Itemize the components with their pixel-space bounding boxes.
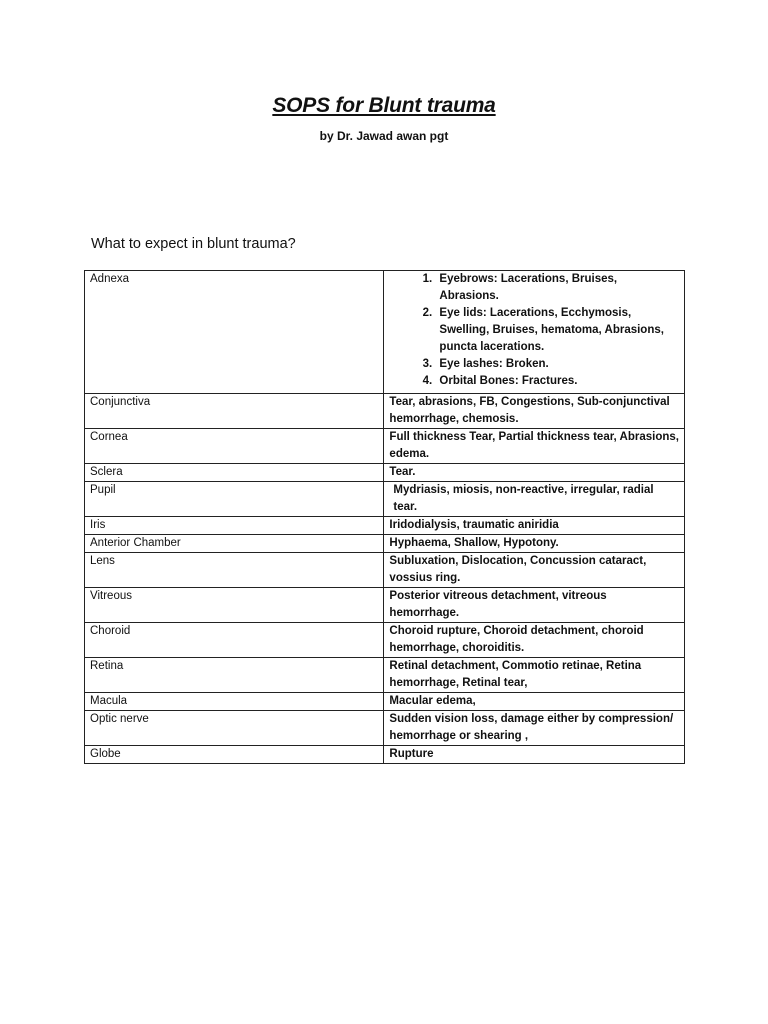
structure-cell: Pupil — [85, 482, 384, 517]
findings-cell: Rupture — [384, 746, 685, 764]
structure-cell: Adnexa — [85, 271, 384, 394]
findings-cell: Macular edema, — [384, 693, 685, 711]
findings-cell: Sudden vision loss, damage either by compression/ hemorrhage or shearing , — [384, 711, 685, 746]
table-row — [85, 429, 685, 464]
list-item: 2. Eye lids: Lacerations, Ecchymosis, Swelling, Bruises, hematoma, Abrasions, puncta lacerations. — [435, 305, 679, 356]
structure-cell: Retina — [85, 658, 384, 693]
table-row — [85, 517, 685, 535]
table-row — [85, 482, 685, 517]
table-row — [85, 623, 685, 658]
structure-cell: Anterior Chamber — [85, 535, 384, 553]
table-row — [85, 271, 685, 394]
findings-cell: Iridodialysis, traumatic aniridia — [384, 517, 685, 535]
findings-cell: Choroid rupture, Choroid detachment, choroid hemorrhage, choroiditis. — [384, 623, 685, 658]
structure-cell: Lens — [85, 553, 384, 588]
document-author: by Dr. Jawad awan pgt — [319, 129, 449, 143]
structure-cell: Macula — [85, 693, 384, 711]
findings-cell: Hyphaema, Shallow, Hypotony. — [384, 535, 685, 553]
blunt-trauma-table — [84, 270, 685, 764]
structure-cell: Conjunctiva — [85, 394, 384, 429]
table-row — [85, 553, 685, 588]
structure-cell: Iris — [85, 517, 384, 535]
list-item: 1. Eyebrows: Lacerations, Bruises, Abrasions. — [435, 271, 679, 305]
findings-cell — [384, 271, 685, 394]
table-row — [85, 711, 685, 746]
table-row — [85, 658, 685, 693]
list-item: 4. Orbital Bones: Fractures. — [435, 373, 679, 390]
list-item: 3. Eye lashes: Broken. — [435, 356, 679, 373]
structure-cell: Cornea — [85, 429, 384, 464]
findings-cell — [384, 482, 685, 517]
adnexa-findings-list — [389, 271, 679, 390]
findings-cell: Tear. — [384, 464, 685, 482]
structure-cell: Sclera — [85, 464, 384, 482]
document-title: SOPS for Blunt trauma — [272, 94, 496, 117]
structure-cell: Globe — [85, 746, 384, 764]
findings-cell: Full thickness Tear, Partial thickness tear, Abrasions, edema. — [384, 429, 685, 464]
table-row — [85, 535, 685, 553]
table-row — [85, 746, 685, 764]
structure-cell: Choroid — [85, 623, 384, 658]
structure-cell: Optic nerve — [85, 711, 384, 746]
section-question: What to expect in blunt trauma? — [91, 236, 296, 252]
findings-cell: Retinal detachment, Commotio retinae, Retina hemorrhage, Retinal tear, — [384, 658, 685, 693]
table-row — [85, 693, 685, 711]
table-row — [85, 394, 685, 429]
findings-cell: Subluxation, Dislocation, Concussion cataract, vossius ring. — [384, 553, 685, 588]
findings-cell: Posterior vitreous detachment, vitreous hemorrhage. — [384, 588, 685, 623]
findings-cell: Tear, abrasions, FB, Congestions, Sub-conjunctival hemorrhage, chemosis. — [384, 394, 685, 429]
structure-cell: Vitreous — [85, 588, 384, 623]
findings-text: Mydriasis, miosis, non-reactive, irregular, radial tear. — [393, 484, 654, 513]
table-row — [85, 588, 685, 623]
table-row — [85, 464, 685, 482]
